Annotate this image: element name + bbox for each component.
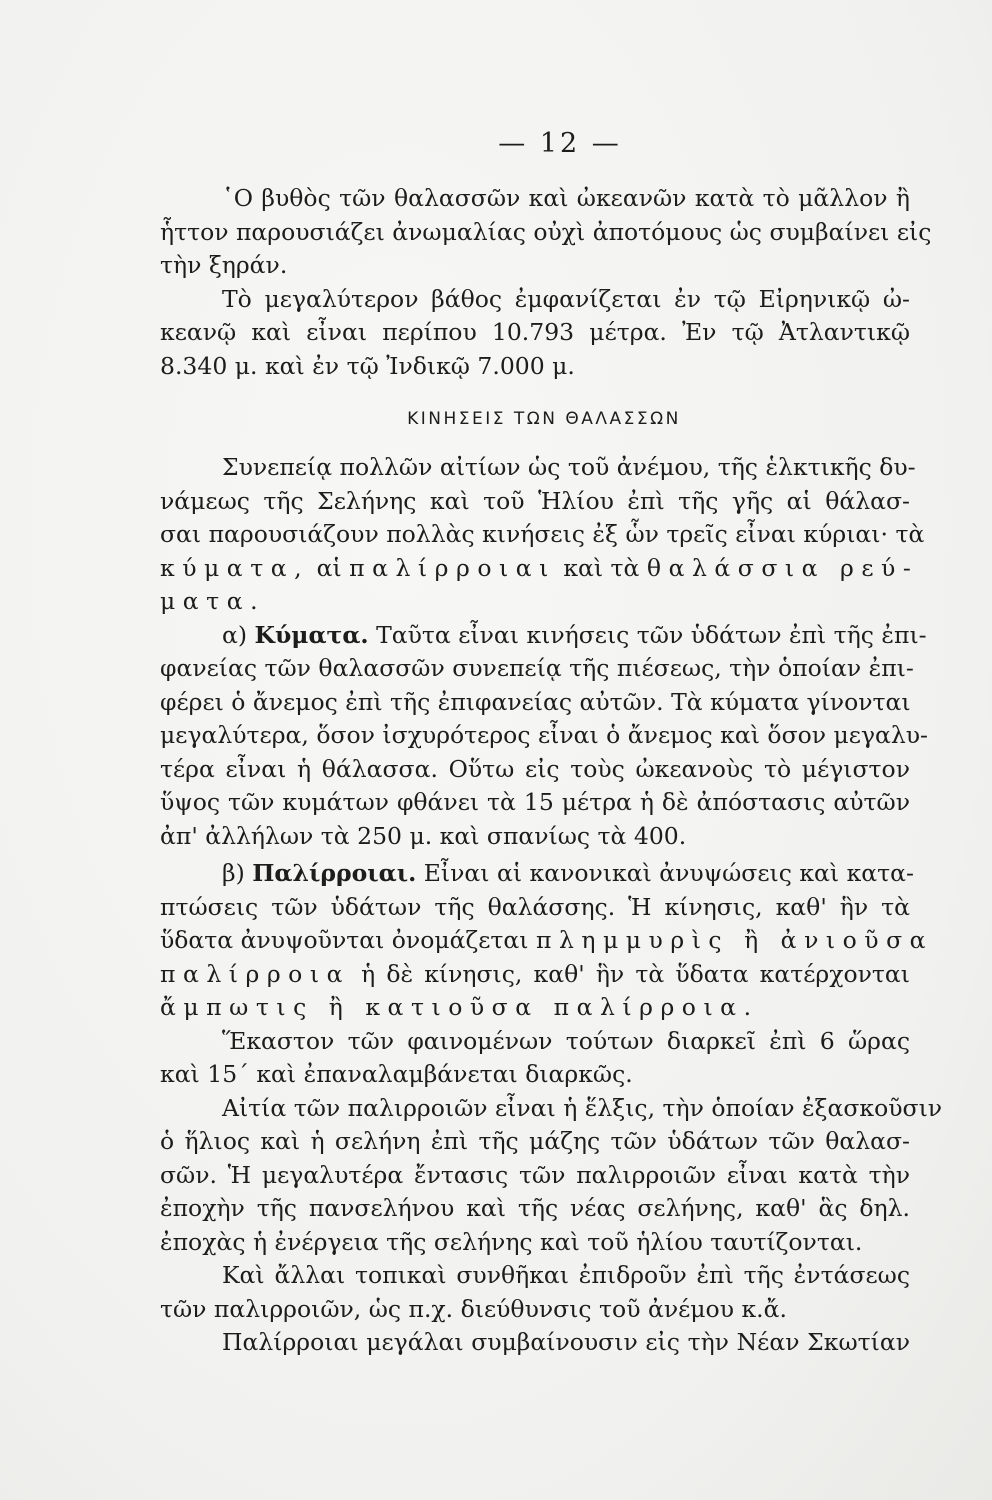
list-label: β) xyxy=(222,859,253,887)
text-line: μεγαλύτερα, ὅσον ἰσχυρότερος εἶναι ὁ ἄνεμος καὶ ὅσον μεγαλυ- xyxy=(160,721,928,749)
text-line: ἧττον παρουσιάζει ἀνωμαλίας οὐχὶ ἀποτόμους ὡς συμβαίνει εἰς xyxy=(160,217,932,246)
text-line xyxy=(160,924,934,958)
spaced-term: κύματα, xyxy=(160,553,310,582)
subsection-title: Παλίρροιαι. xyxy=(252,859,417,887)
text-line: Συνεπείᾳ πολλῶν αἰτίων ὡς τοῦ ἀνέμου, τῆς ἑλκτικῆς δυ- xyxy=(222,453,916,481)
text-line: ῾Ο βυθὸς τῶν θαλασσῶν καὶ ὠκεανῶν κατὰ τὸ μᾶλλον ἢ xyxy=(222,184,910,212)
text-line: νάμεως τῆς Σελήνης καὶ τοῦ Ἡλίου ἐπὶ τῆς γῆς αἱ θάλασ- xyxy=(160,486,910,515)
text-line: ἐποχὰς ἡ ἐνέργεια τῆς σελήνης καὶ τοῦ ἡλίου ταυτίζονται. xyxy=(160,1227,863,1256)
text-line: φέρει ὁ ἄνεμος ἐπὶ τῆς ἐπιφανείας αὐτῶν. Τὰ κύματα γίνονται xyxy=(160,687,911,716)
spaced-term: παλίρροια xyxy=(160,959,350,988)
text-line: ἀπ' ἀλλήλων τὰ 250 μ. καὶ σπανίως τὰ 400. xyxy=(160,821,687,850)
list-label: α) xyxy=(222,620,255,649)
text-fragment: ἡ δὲ κίνησις, καθ' ἣν τὰ ὕδατα κατέρχονται xyxy=(349,959,910,988)
text-line xyxy=(160,958,910,992)
text-line: τῶν παλιρροιῶν, ὡς π.χ. διεύθυνσις τοῦ ἀνέμου κ.ἄ. xyxy=(160,1294,787,1323)
text-line: σῶν. Ἡ μεγαλυτέρα ἔντασις τῶν παλιρροιῶν εἶναι κατὰ τὴν xyxy=(160,1160,910,1189)
text-line: Ἕκαστον τῶν φαινομένων τούτων διαρκεῖ ἐπὶ 6 ὥρας xyxy=(222,1026,910,1055)
text-line xyxy=(160,619,927,653)
text-line: Τὸ μεγαλύτερον βάθος ἐμφανίζεται ἐν τῷ Εἰρηνικῷ ὠ- xyxy=(222,284,910,313)
text-line: τὴν ξηράν. xyxy=(160,251,288,279)
text-line: σαι παρουσιάζουν πολλὰς κινήσεις ἐξ ὧν τρεῖς εἶναι κύριαι· τὰ xyxy=(160,520,925,548)
page-number: — 12 — xyxy=(498,128,622,159)
text-line: τέρα εἶναι ἡ θάλασσα. Οὕτω εἰς τοὺς ὠκεανοὺς τὸ μέγιστον xyxy=(160,754,910,783)
section-heading: ΚΙΝΗΣΕΙΣ ΤΩΝ ΘΑΛΑΣΣΩΝ xyxy=(407,409,681,429)
text-line: ὁ ἥλιος καὶ ἡ σελήνη ἐπὶ τῆς μάζης τῶν ὑδάτων τῶν θαλασ- xyxy=(160,1127,910,1155)
text-line: ὕψος τῶν κυμάτων φθάνει τὰ 15 μέτρα ἡ δὲ ἀπόστασις αὐτῶν xyxy=(160,788,910,816)
text-fragment: καὶ τὰ xyxy=(555,553,647,582)
spaced-term: πλημμυρὶς ἢ ἀνιοῦσα xyxy=(535,926,934,954)
text-line xyxy=(160,991,910,1025)
text-fragment: ὕδατα ἀνυψοῦνται ὀνομάζεται xyxy=(160,926,536,954)
text-line: Αἰτία τῶν παλιρροιῶν εἶναι ἡ ἕλξις, τὴν ὁποίαν ἐξασκοῦσιν xyxy=(222,1093,943,1122)
text-line xyxy=(160,552,919,586)
text-line: φανείας τῶν θαλασσῶν συνεπείᾳ τῆς πιέσεως, τὴν ὁποίαν ἐπι- xyxy=(160,654,914,682)
text-line xyxy=(160,857,914,891)
spaced-term: παλίρροιαι xyxy=(349,553,556,582)
body-text xyxy=(160,182,943,1360)
text-line: ἐποχὴν τῆς πανσελήνου καὶ τῆς νέας σελήνης, καθ' ἃς δηλ. xyxy=(160,1194,910,1222)
text-line: καὶ 15΄ καὶ ἐπαναλαμβάνεται διαρκῶς. xyxy=(160,1060,633,1088)
subsection-title: Κύματα. xyxy=(254,620,369,649)
spaced-term: ματα. xyxy=(160,587,266,615)
text-line: κεανῷ καὶ εἶναι περίπου 10.793 μέτρα. Ἐν τῷ Ἀτλαντικῷ xyxy=(160,318,910,346)
text-line xyxy=(160,585,910,619)
text-fragment: Εἶναι αἱ κανονικαὶ ἀνυψώσεις καὶ κατα- xyxy=(416,859,914,887)
text-line: Παλίρροιαι μεγάλαι συμβαίνουσιν εἰς τὴν Νέαν Σκωτίαν xyxy=(222,1328,910,1356)
text-line: πτώσεις τῶν ὑδάτων τῆς θαλάσσης. Ἡ κίνησις, καθ' ἣν τὰ xyxy=(160,892,910,921)
text-fragment: αἱ xyxy=(309,553,350,582)
text-line: 8.340 μ. καὶ ἐν τῷ Ἰνδικῷ 7.000 μ. xyxy=(160,351,575,380)
spaced-term: θαλάσσια ρεύ- xyxy=(646,553,919,582)
text-line: Καὶ ἄλλαι τοπικαὶ συνθῆκαι ἐπιδροῦν ἐπὶ τῆς ἐντάσεως xyxy=(222,1261,910,1289)
text-fragment: Ταῦτα εἶναι κινήσεις τῶν ὑδάτων ἐπὶ τῆς ἐπι- xyxy=(368,620,927,649)
spaced-term: ἄμπωτις ἢ κατιοῦσα παλίρροια. xyxy=(160,993,759,1021)
